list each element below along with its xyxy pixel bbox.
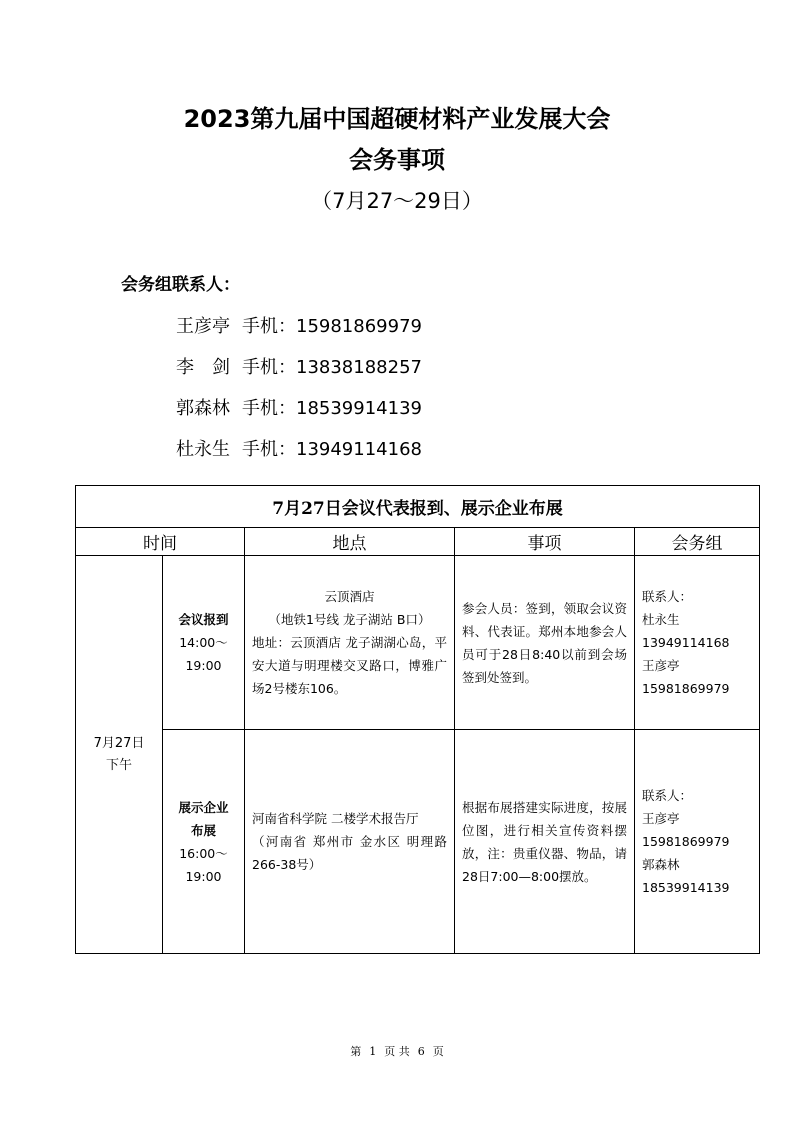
contact-phone: 手机：18539914139 — [242, 398, 422, 419]
place-name: 云顶酒店 — [324, 589, 375, 604]
schedule-caption: 7月27日会议代表报到、展示企业布展 — [76, 486, 760, 528]
footer-suffix: 页 — [432, 1045, 444, 1058]
conference-title: 2023第九届中国超硬材料产业发展大会 — [183, 105, 611, 133]
group-phone: 13949114168 — [642, 635, 730, 650]
footer-prefix: 第 — [350, 1045, 362, 1058]
header-time: 时间 — [76, 528, 245, 556]
session-start: 16:00～ — [179, 845, 228, 861]
session-start: 14:00～ — [179, 635, 228, 650]
table-row — [76, 730, 760, 954]
contacts-heading: 会务组联系人： — [121, 275, 240, 295]
page-footer — [0, 1043, 794, 1059]
header-group: 会务组 — [635, 528, 760, 556]
place-address: 地址：云顶酒店 龙子湖湖心岛，平安大道与明理楼交叉路口，博雅广场2号楼东106。 — [252, 635, 447, 696]
date-cell — [76, 556, 163, 954]
contact-name: 郭森林 — [176, 398, 230, 419]
session-end: 19:00 — [185, 868, 222, 884]
group-phone: 15981869979 — [642, 834, 730, 849]
footer-page-number: 1 — [369, 1045, 377, 1058]
session-time-cell — [163, 556, 245, 730]
group-cell — [635, 556, 760, 730]
place-cell — [245, 556, 455, 730]
item-cell: 参会人员：签到，领取会议资料、代表证。郑州本地参会人员可于28日8:40以前到会场签到处签到。 — [455, 556, 635, 730]
contact-phone: 手机：13838188257 — [242, 357, 422, 378]
place-address: （河南省 郑州市 金水区 明理路266-38号） — [252, 834, 447, 872]
document-subtitle: 会务事项 — [349, 146, 445, 174]
session-end: 19:00 — [185, 658, 222, 673]
session-title: 展示企业布展 — [178, 799, 229, 838]
group-person: 王彦亭 — [642, 811, 680, 826]
contact-name: 杜永生 — [176, 439, 230, 460]
contact-item — [176, 437, 422, 478]
contact-list — [176, 314, 422, 478]
table-row — [76, 556, 760, 730]
item-cell: 根据布展搭建实际进度，按展位图，进行相关宣传资料摆放，注：贵重仪器、物品，请28日7:00—8:00摆放。 — [455, 730, 635, 954]
group-phone: 15981869979 — [642, 681, 730, 696]
contact-item — [176, 355, 422, 396]
contact-phone: 手机：13949114168 — [242, 439, 422, 460]
group-person: 郭森林 — [642, 857, 680, 872]
contact-item — [176, 314, 422, 355]
group-phone: 18539914139 — [642, 880, 730, 895]
date-range: （7月27～29日） — [311, 189, 483, 213]
contact-name: 李 剑 — [176, 357, 230, 378]
date-period: 下午 — [105, 757, 132, 773]
header-item: 事项 — [455, 528, 635, 556]
group-label: 联系人： — [642, 589, 693, 604]
contact-item — [176, 396, 422, 437]
footer-mid: 页 共 — [384, 1045, 410, 1058]
place-cell — [245, 730, 455, 954]
group-person: 王彦亭 — [642, 658, 680, 673]
group-label: 联系人： — [642, 788, 693, 803]
session-time-cell — [163, 730, 245, 954]
date-day: 7月27日 — [93, 735, 145, 751]
place-name: 河南省科学院 二楼学术报告厅 — [252, 811, 419, 826]
group-cell — [635, 730, 760, 954]
place-transit: （地铁1号线 龙子湖站 B口） — [268, 612, 431, 627]
contact-name: 王彦亭 — [176, 316, 230, 337]
footer-total-pages: 6 — [417, 1045, 425, 1058]
header-place: 地点 — [245, 528, 455, 556]
group-person: 杜永生 — [642, 612, 680, 627]
contact-phone: 手机：15981869979 — [242, 316, 422, 337]
table-header-row — [76, 528, 760, 556]
session-title: 会议报到 — [178, 612, 229, 627]
schedule-table — [75, 485, 760, 954]
